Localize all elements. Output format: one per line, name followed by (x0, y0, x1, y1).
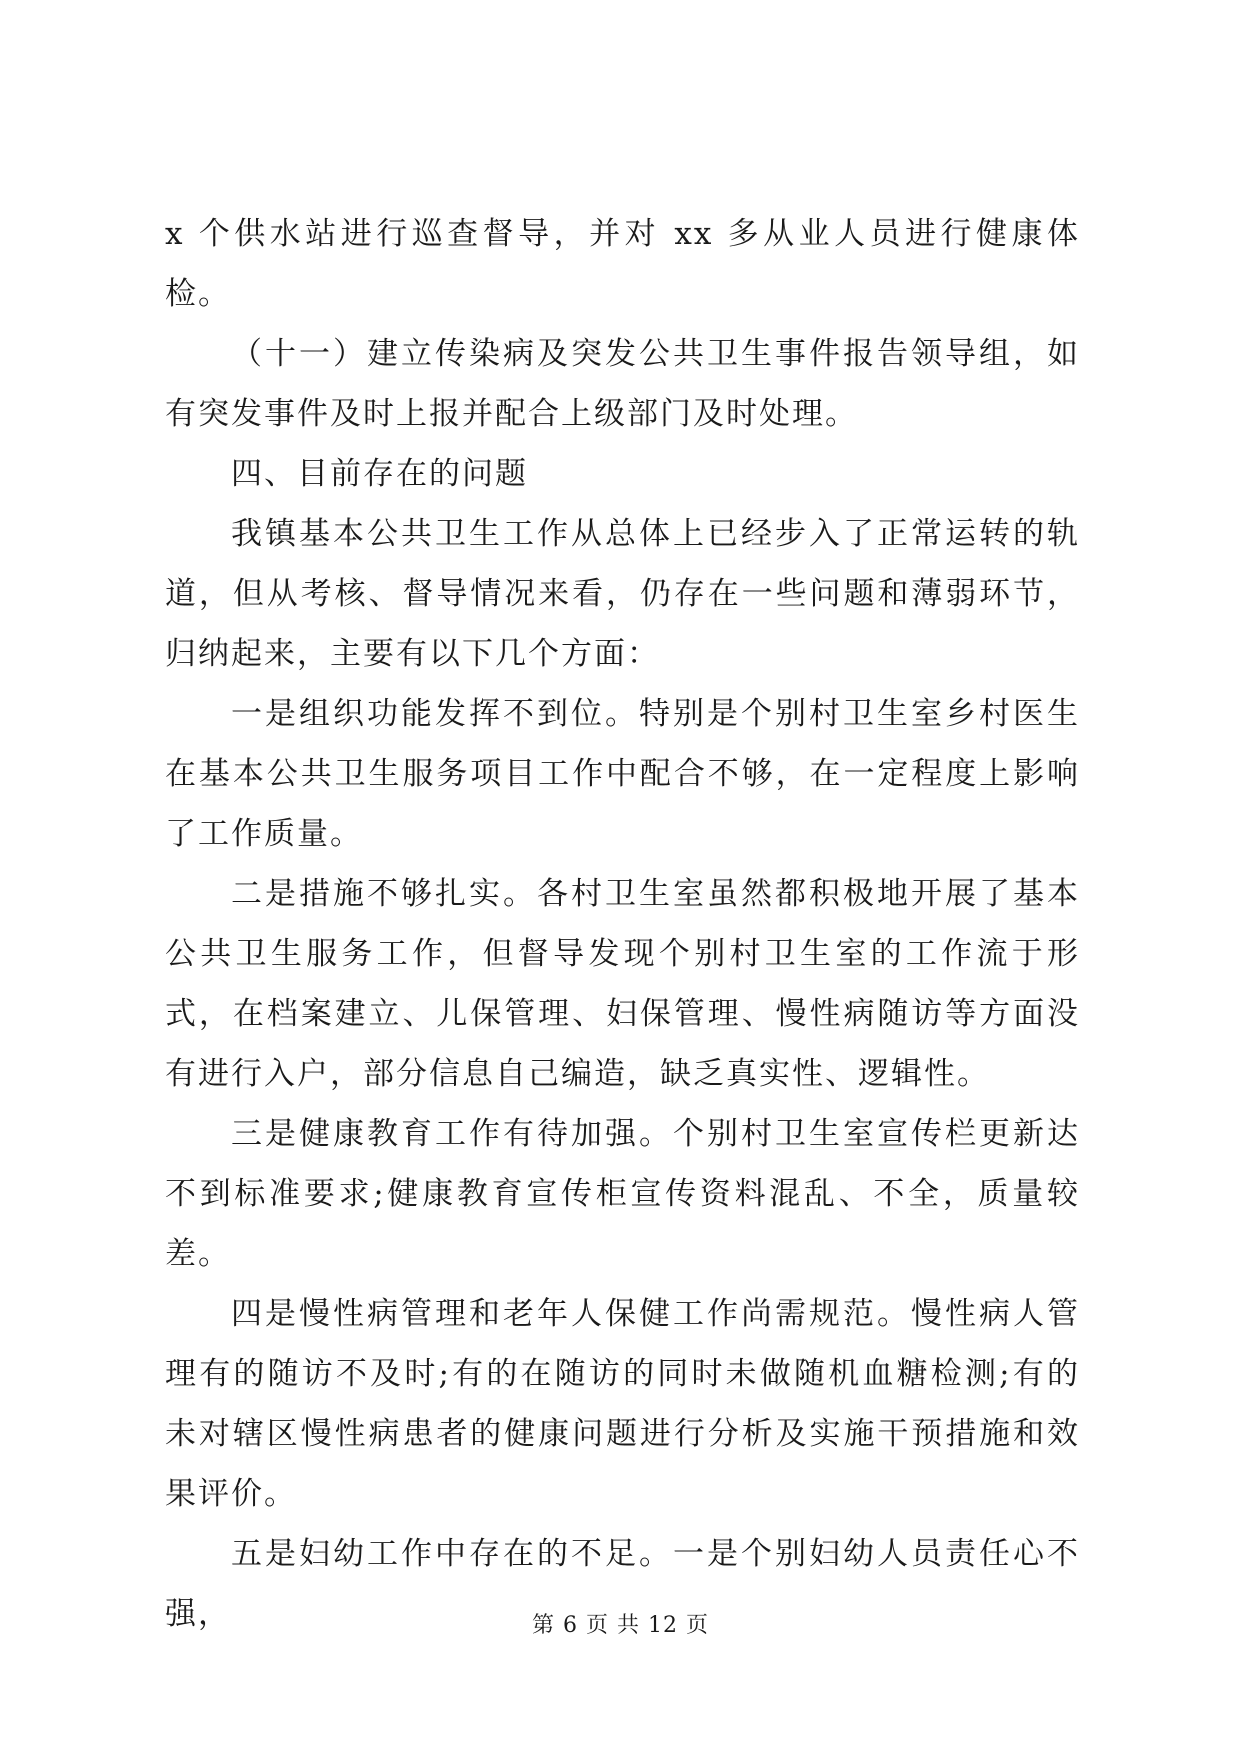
paragraph-8: 四是慢性病管理和老年人保健工作尚需规范。慢性病人管理有的随访不及时;有的在随访的同时未做随机血糖检测;有的未对辖区慢性病患者的健康问题进行分析及实施干预措施和效果评价。 (165, 1296, 1080, 1512)
paragraph-6: 二是措施不够扎实。各村卫生室虽然都积极地开展了基本公共卫生服务工作，但督导发现个别村卫生室的工作流于形式，在档案建立、儿保管理、妇保管理、慢性病随访等方面没有进行入户，部分信息自己编造，缺乏真实性、逻辑性。 (165, 876, 1080, 1092)
paragraph-4: 我镇基本公共卫生工作从总体上已经步入了正常运转的轨道，但从考核、督导情况来看，仍存在一些问题和薄弱环节，归纳起来，主要有以下几个方面： (165, 516, 1080, 672)
paragraph-2: （十一）建立传染病及突发公共卫生事件报告领导组，如有突发事件及时上报并配合上级部门及时处理。 (165, 336, 1080, 432)
section-heading: 四、目前存在的问题 (231, 456, 528, 492)
paragraph-7: 三是健康教育工作有待加强。个别村卫生室宣传栏更新达不到标准要求;健康教育宣传柜宣传资料混乱、不全，质量较差。 (165, 1116, 1080, 1272)
document-body (165, 204, 1080, 1644)
page-footer: 第 6 页 共 12 页 (532, 1613, 709, 1638)
paragraph-5: 一是组织功能发挥不到位。特别是个别村卫生室乡村医生在基本公共卫生服务项目工作中配合不够，在一定程度上影响了工作质量。 (165, 696, 1080, 852)
paragraph-9: 五是妇幼工作中存在的不足。一是个别妇幼人员责任心不强， (165, 1536, 1080, 1632)
paragraph-1: x 个供水站进行巡查督导，并对 xx 多从业人员进行健康体检。 (165, 216, 1080, 312)
